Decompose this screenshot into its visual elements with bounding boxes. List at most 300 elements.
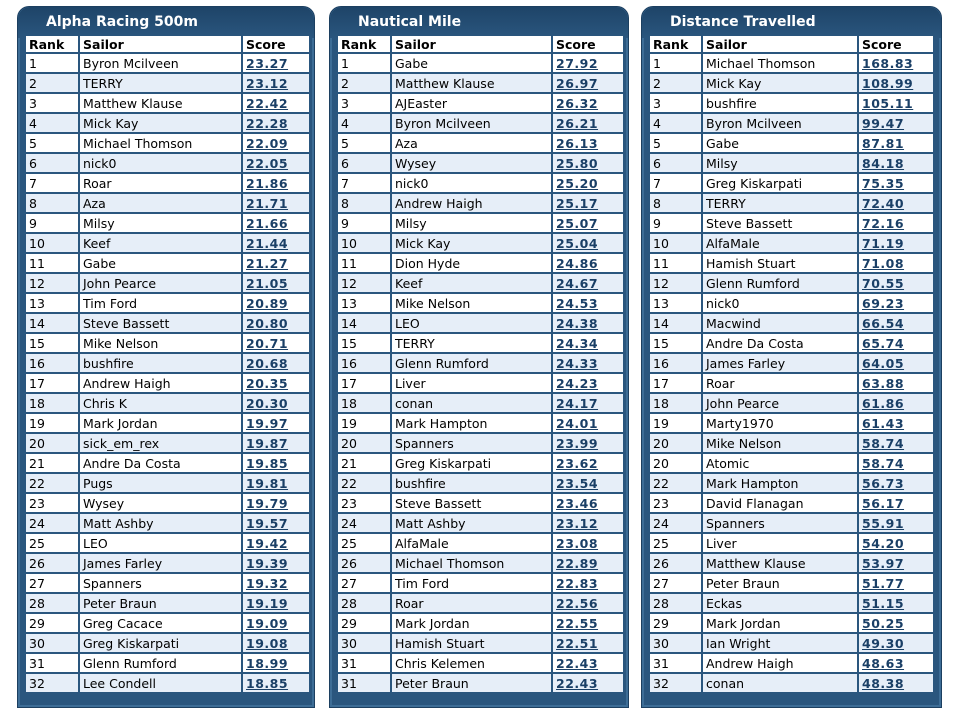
score-link[interactable]: 19.81	[246, 475, 289, 491]
score-link[interactable]: 21.86	[246, 175, 289, 191]
table-row	[26, 474, 309, 492]
sailor-cell: Peter Braun	[703, 574, 857, 592]
score-link[interactable]: 19.39	[246, 555, 289, 571]
score-cell	[553, 314, 623, 332]
sailor-cell: John Pearce	[703, 394, 857, 412]
table-row	[650, 314, 933, 332]
sailor-cell: Mike Nelson	[392, 294, 551, 312]
rank-cell: 8	[338, 194, 390, 212]
score-cell	[859, 494, 933, 512]
score-cell	[243, 414, 309, 432]
panel-title: Distance Travelled	[642, 7, 941, 38]
table-row	[338, 94, 623, 112]
score-link[interactable]: 87.81	[862, 135, 905, 151]
rank-cell: 6	[338, 154, 390, 172]
rank-cell: 20	[338, 434, 390, 452]
rank-cell: 6	[650, 154, 701, 172]
score-link[interactable]: 22.43	[556, 675, 599, 691]
table-row	[338, 114, 623, 132]
rank-cell: 19	[26, 414, 78, 432]
score-cell	[859, 94, 933, 112]
score-cell	[553, 554, 623, 572]
score-cell	[553, 114, 623, 132]
score-cell	[859, 114, 933, 132]
score-link[interactable]: 21.71	[246, 195, 289, 211]
score-link[interactable]: 24.53	[556, 295, 599, 311]
table-row	[26, 614, 309, 632]
rank-cell: 17	[26, 374, 78, 392]
panel-title: Alpha Racing 500m	[18, 7, 314, 38]
score-link[interactable]: 19.42	[246, 535, 289, 551]
rank-cell: 15	[338, 334, 390, 352]
score-cell	[859, 514, 933, 532]
score-link[interactable]: 24.23	[556, 375, 599, 391]
score-cell	[243, 234, 309, 252]
rank-header: Rank	[338, 36, 390, 52]
sailor-cell: sick_em_rex	[80, 434, 241, 452]
score-cell	[243, 594, 309, 612]
score-link[interactable]: 20.35	[246, 375, 289, 391]
score-cell	[553, 354, 623, 372]
score-cell	[243, 254, 309, 272]
table-row	[650, 494, 933, 512]
score-link[interactable]: 20.68	[246, 355, 289, 371]
sailor-cell: Mark Jordan	[392, 614, 551, 632]
score-link[interactable]: 26.13	[556, 135, 599, 151]
rank-cell: 31	[650, 654, 701, 672]
score-link[interactable]: 61.86	[862, 395, 905, 411]
score-link[interactable]: 19.85	[246, 455, 289, 471]
score-link[interactable]: 54.20	[862, 535, 905, 551]
score-link[interactable]: 23.99	[556, 435, 599, 451]
score-link[interactable]: 168.83	[862, 55, 914, 71]
sailor-cell: Aza	[392, 134, 551, 152]
score-link[interactable]: 20.30	[246, 395, 289, 411]
rank-cell: 18	[26, 394, 78, 412]
table-row	[338, 414, 623, 432]
score-cell	[243, 474, 309, 492]
rank-header: Rank	[26, 36, 78, 52]
score-link[interactable]: 21.27	[246, 255, 289, 271]
leaderboard-table	[648, 34, 935, 694]
rank-cell: 18	[650, 394, 701, 412]
score-link[interactable]: 22.56	[556, 595, 599, 611]
score-cell	[553, 134, 623, 152]
sailor-cell: conan	[392, 394, 551, 412]
sailor-cell: Steve Bassett	[80, 314, 241, 332]
table-row	[650, 234, 933, 252]
score-link[interactable]: 21.05	[246, 275, 289, 291]
sailor-cell: Milsy	[703, 154, 857, 172]
rank-cell: 12	[650, 274, 701, 292]
rank-cell: 28	[650, 594, 701, 612]
rank-cell: 20	[26, 434, 78, 452]
table-row	[338, 594, 623, 612]
sailor-cell: Michael Thomson	[80, 134, 241, 152]
sailor-cell: bushfire	[80, 354, 241, 372]
rank-cell: 13	[26, 294, 78, 312]
sailor-cell: conan	[703, 674, 857, 692]
score-link[interactable]: 25.17	[556, 195, 599, 211]
score-link[interactable]: 64.05	[862, 355, 905, 371]
score-link[interactable]: 75.35	[862, 175, 905, 191]
score-link[interactable]: 61.43	[862, 415, 905, 431]
score-link[interactable]: 84.18	[862, 155, 905, 171]
score-cell	[859, 294, 933, 312]
score-link[interactable]: 22.09	[246, 135, 289, 151]
rank-cell: 2	[338, 74, 390, 92]
rank-cell: 25	[26, 534, 78, 552]
score-cell	[243, 314, 309, 332]
table-row	[650, 414, 933, 432]
score-link[interactable]: 23.12	[246, 75, 289, 91]
score-link[interactable]: 22.28	[246, 115, 289, 131]
score-link[interactable]: 53.97	[862, 555, 905, 571]
score-cell	[243, 174, 309, 192]
sailor-cell: Aza	[80, 194, 241, 212]
rank-cell: 26	[338, 554, 390, 572]
score-link[interactable]: 22.55	[556, 615, 599, 631]
score-link[interactable]: 23.54	[556, 475, 599, 491]
score-link[interactable]: 48.38	[862, 675, 905, 691]
table-row	[26, 274, 309, 292]
score-cell	[553, 494, 623, 512]
table-row	[26, 654, 309, 672]
rank-cell: 13	[338, 294, 390, 312]
sailor-cell: Roar	[703, 374, 857, 392]
score-link[interactable]: 19.32	[246, 575, 289, 591]
table-row	[650, 654, 933, 672]
score-cell	[553, 214, 623, 232]
score-cell	[553, 194, 623, 212]
score-link[interactable]: 24.34	[556, 335, 599, 351]
rank-cell: 1	[338, 54, 390, 72]
score-link[interactable]: 25.20	[556, 175, 599, 191]
score-link[interactable]: 72.40	[862, 195, 905, 211]
score-cell	[243, 534, 309, 552]
score-cell	[243, 334, 309, 352]
score-link[interactable]: 24.01	[556, 415, 599, 431]
score-link[interactable]: 71.08	[862, 255, 905, 271]
score-cell	[859, 134, 933, 152]
score-link[interactable]: 19.08	[246, 635, 289, 651]
sailor-cell: Liver	[392, 374, 551, 392]
score-link[interactable]: 56.17	[862, 495, 905, 511]
sailor-cell: Hamish Stuart	[703, 254, 857, 272]
sailor-cell: Milsy	[80, 214, 241, 232]
rank-cell: 23	[338, 494, 390, 512]
score-link[interactable]: 19.09	[246, 615, 289, 631]
score-cell	[859, 254, 933, 272]
score-link[interactable]: 66.54	[862, 315, 905, 331]
score-cell	[553, 254, 623, 272]
table-row	[26, 534, 309, 552]
score-link[interactable]: 24.38	[556, 315, 599, 331]
rank-cell: 16	[338, 354, 390, 372]
score-cell	[243, 434, 309, 452]
score-link[interactable]: 23.27	[246, 55, 289, 71]
table-row	[26, 334, 309, 352]
rank-cell: 15	[650, 334, 701, 352]
score-link[interactable]: 19.19	[246, 595, 289, 611]
score-cell	[553, 474, 623, 492]
rank-cell: 14	[338, 314, 390, 332]
table-row	[26, 154, 309, 172]
rank-cell: 11	[26, 254, 78, 272]
table-row	[338, 74, 623, 92]
score-link[interactable]: 22.89	[556, 555, 599, 571]
table-row	[26, 54, 309, 72]
sailor-cell: Gabe	[703, 134, 857, 152]
score-cell	[859, 454, 933, 472]
score-link[interactable]: 23.46	[556, 495, 599, 511]
score-cell	[243, 194, 309, 212]
table-row	[26, 194, 309, 212]
table-row	[650, 174, 933, 192]
table-row	[338, 174, 623, 192]
score-link[interactable]: 65.74	[862, 335, 905, 351]
sailor-cell: Liver	[703, 534, 857, 552]
score-cell	[553, 674, 623, 692]
score-link[interactable]: 20.89	[246, 295, 289, 311]
score-link[interactable]: 25.07	[556, 215, 599, 231]
table-header-row	[338, 36, 623, 52]
table-row	[26, 414, 309, 432]
sailor-cell: Glenn Rumford	[703, 274, 857, 292]
score-link[interactable]: 21.66	[246, 215, 289, 231]
rank-cell: 15	[26, 334, 78, 352]
rank-cell: 24	[26, 514, 78, 532]
sailor-cell: Pugs	[80, 474, 241, 492]
score-link[interactable]: 19.97	[246, 415, 289, 431]
score-link[interactable]: 24.33	[556, 355, 599, 371]
table-row	[338, 474, 623, 492]
score-cell	[553, 54, 623, 72]
table-row	[26, 454, 309, 472]
sailor-cell: nick0	[392, 174, 551, 192]
rank-cell: 3	[650, 94, 701, 112]
sailor-cell: Eckas	[703, 594, 857, 612]
rank-cell: 3	[26, 94, 78, 112]
score-cell	[243, 514, 309, 532]
sailor-cell: Andrew Haigh	[703, 654, 857, 672]
sailor-cell: Chris Kelemen	[392, 654, 551, 672]
table-row	[650, 294, 933, 312]
sailor-cell: Byron Mcilveen	[392, 114, 551, 132]
rank-cell: 30	[338, 634, 390, 652]
rank-cell: 16	[650, 354, 701, 372]
sailor-cell: AlfaMale	[392, 534, 551, 552]
score-link[interactable]: 24.67	[556, 275, 599, 291]
score-header: Score	[859, 36, 933, 52]
score-link[interactable]: 19.79	[246, 495, 289, 511]
sailor-cell: Steve Bassett	[392, 494, 551, 512]
score-cell	[243, 374, 309, 392]
sailor-cell: Andre Da Costa	[80, 454, 241, 472]
sailor-cell: TERRY	[80, 74, 241, 92]
table-row	[26, 354, 309, 372]
score-cell	[553, 234, 623, 252]
rank-cell: 8	[26, 194, 78, 212]
sailor-cell: Mike Nelson	[80, 334, 241, 352]
score-link[interactable]: 22.05	[246, 155, 289, 171]
score-link[interactable]: 19.87	[246, 435, 289, 451]
score-cell	[859, 634, 933, 652]
score-link[interactable]: 23.12	[556, 515, 599, 531]
sailor-cell: Peter Braun	[392, 674, 551, 692]
table-row	[26, 94, 309, 112]
rank-cell: 8	[650, 194, 701, 212]
table-row	[26, 314, 309, 332]
rank-cell: 27	[338, 574, 390, 592]
score-cell	[859, 54, 933, 72]
sailor-cell: Milsy	[392, 214, 551, 232]
score-link[interactable]: 20.71	[246, 335, 289, 351]
sailor-cell: nick0	[703, 294, 857, 312]
sailor-cell: Tim Ford	[392, 574, 551, 592]
rank-cell: 14	[26, 314, 78, 332]
rank-cell: 19	[338, 414, 390, 432]
sailor-header: Sailor	[80, 36, 241, 52]
sailor-cell: Wysey	[80, 494, 241, 512]
score-link[interactable]: 18.85	[246, 675, 289, 691]
table-row	[26, 494, 309, 512]
sailor-cell: Matt Ashby	[392, 514, 551, 532]
table-row	[338, 374, 623, 392]
sailor-cell: Mike Nelson	[703, 434, 857, 452]
table-row	[338, 514, 623, 532]
score-link[interactable]: 27.92	[556, 55, 599, 71]
score-cell	[553, 654, 623, 672]
score-link[interactable]: 49.30	[862, 635, 905, 651]
table-row	[650, 134, 933, 152]
table-row	[338, 154, 623, 172]
rank-cell: 17	[338, 374, 390, 392]
score-link[interactable]: 48.63	[862, 655, 905, 671]
score-link[interactable]: 51.77	[862, 575, 905, 591]
sailor-cell: Michael Thomson	[392, 554, 551, 572]
sailor-cell: Gabe	[392, 54, 551, 72]
table-row	[650, 154, 933, 172]
table-row	[338, 674, 623, 692]
score-cell	[553, 294, 623, 312]
sailor-cell: Keef	[80, 234, 241, 252]
score-link[interactable]: 22.42	[246, 95, 289, 111]
sailor-cell: James Farley	[80, 554, 241, 572]
score-cell	[859, 194, 933, 212]
panel-title: Nautical Mile	[330, 7, 628, 38]
score-link[interactable]: 22.51	[556, 635, 599, 651]
table-row	[26, 634, 309, 652]
score-link[interactable]: 56.73	[862, 475, 905, 491]
score-link[interactable]: 72.16	[862, 215, 905, 231]
score-cell	[243, 494, 309, 512]
rank-cell: 2	[650, 74, 701, 92]
score-cell	[243, 654, 309, 672]
rank-cell: 11	[650, 254, 701, 272]
score-link[interactable]: 51.15	[862, 595, 905, 611]
score-cell	[243, 394, 309, 412]
score-link[interactable]: 23.62	[556, 455, 599, 471]
rank-cell: 20	[650, 454, 701, 472]
sailor-cell: Atomic	[703, 454, 857, 472]
score-link[interactable]: 26.32	[556, 95, 599, 111]
rank-cell: 5	[338, 134, 390, 152]
score-link[interactable]: 26.21	[556, 115, 599, 131]
score-link[interactable]: 55.91	[862, 515, 905, 531]
table-row	[650, 114, 933, 132]
score-link[interactable]: 18.99	[246, 655, 289, 671]
score-link[interactable]: 24.86	[556, 255, 599, 271]
score-link[interactable]: 105.11	[862, 95, 914, 111]
score-link[interactable]: 19.57	[246, 515, 289, 531]
score-link[interactable]: 69.23	[862, 295, 905, 311]
sailor-cell: Greg Cacace	[80, 614, 241, 632]
rank-cell: 30	[650, 634, 701, 652]
score-link[interactable]: 24.17	[556, 395, 599, 411]
sailor-cell: Wysey	[392, 154, 551, 172]
rank-cell: 9	[26, 214, 78, 232]
score-link[interactable]: 20.80	[246, 315, 289, 331]
score-link[interactable]: 21.44	[246, 235, 289, 251]
score-cell	[243, 94, 309, 112]
sailor-cell: Dion Hyde	[392, 254, 551, 272]
score-link[interactable]: 58.74	[862, 435, 905, 451]
table-row	[650, 374, 933, 392]
score-cell	[859, 154, 933, 172]
table-row	[26, 434, 309, 452]
rank-cell: 21	[338, 454, 390, 472]
score-link[interactable]: 23.08	[556, 535, 599, 551]
score-link[interactable]: 63.88	[862, 375, 905, 391]
rank-cell: 29	[338, 614, 390, 632]
score-link[interactable]: 50.25	[862, 615, 905, 631]
score-link[interactable]: 26.97	[556, 75, 599, 91]
sailor-cell: Greg Kiskarpati	[703, 174, 857, 192]
score-cell	[553, 174, 623, 192]
score-link[interactable]: 71.19	[862, 235, 905, 251]
table-row	[338, 134, 623, 152]
rank-cell: 14	[650, 314, 701, 332]
score-cell	[859, 394, 933, 412]
score-link[interactable]: 108.99	[862, 75, 914, 91]
table-row	[26, 254, 309, 272]
score-header: Score	[553, 36, 623, 52]
leaderboard-table	[336, 34, 625, 694]
score-link[interactable]: 22.43	[556, 655, 599, 671]
sailor-cell: Tim Ford	[80, 294, 241, 312]
sailor-cell: Greg Kiskarpati	[392, 454, 551, 472]
score-cell	[553, 94, 623, 112]
score-link[interactable]: 22.83	[556, 575, 599, 591]
score-link[interactable]: 58.74	[862, 455, 905, 471]
score-cell	[859, 614, 933, 632]
table-row	[650, 54, 933, 72]
score-link[interactable]: 70.55	[862, 275, 905, 291]
table-row	[338, 534, 623, 552]
sailor-cell: David Flanagan	[703, 494, 857, 512]
score-cell	[859, 674, 933, 692]
score-link[interactable]: 25.04	[556, 235, 599, 251]
score-link[interactable]: 99.47	[862, 115, 905, 131]
score-cell	[243, 294, 309, 312]
score-cell	[859, 654, 933, 672]
sailor-cell: Mark Jordan	[80, 414, 241, 432]
table-row	[26, 374, 309, 392]
score-link[interactable]: 25.80	[556, 155, 599, 171]
rank-cell: 5	[650, 134, 701, 152]
table-row	[650, 574, 933, 592]
